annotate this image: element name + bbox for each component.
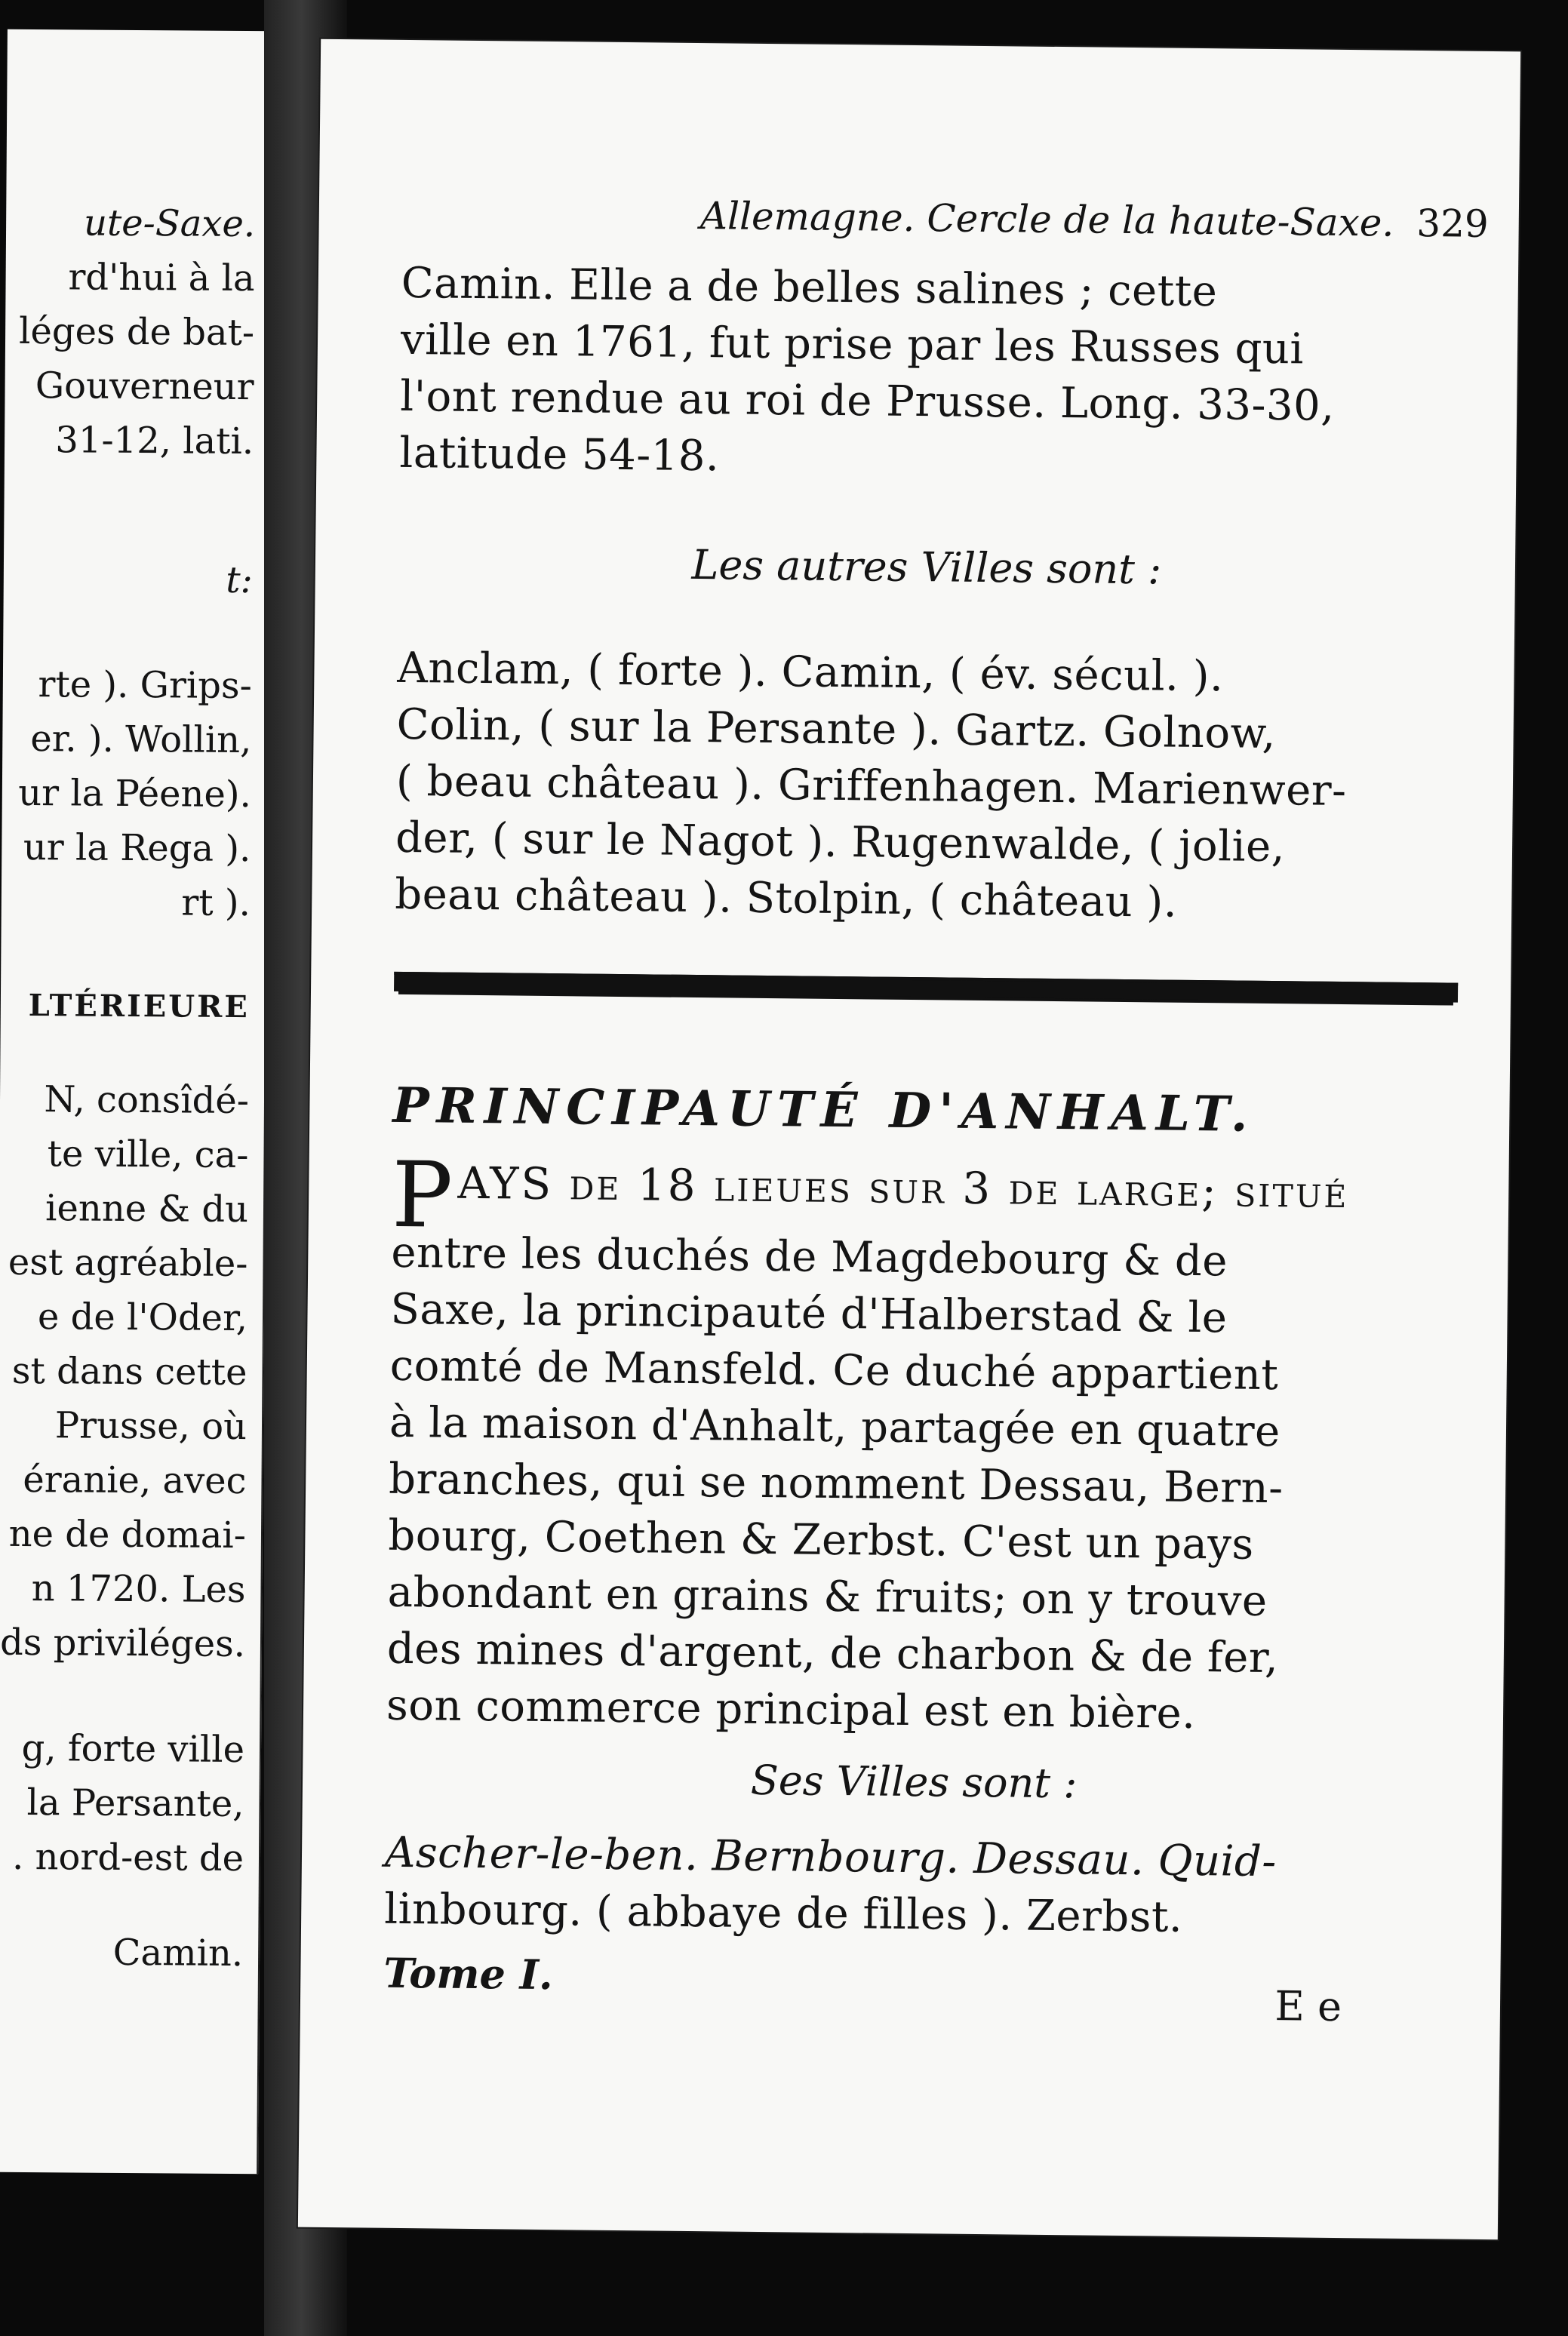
town-line: Colin, ( sur la Persante ). Gartz. Golnow, [396,699,1277,759]
text-line: comté de Mansfeld. Ce duché appartient [389,1341,1279,1400]
left-line: 31-12, lati. [55,419,254,463]
left-line: ur la Rega ). [23,825,251,871]
town-line: ( beau château ). Griffenhagen. Marienwer- [395,756,1347,816]
left-line: st dans cette [11,1349,247,1394]
left-section-title: LTÉRIEURE [28,988,251,1025]
town-line: Ascher-le-ben. Bernbourg. Dessau. Quid- [384,1827,1277,1887]
drop-cap: P [391,1142,454,1249]
left-catchword: Camin. [112,1931,244,1975]
left-line: léges de bat- [18,309,255,355]
left-line: n 1720. Les [31,1567,246,1612]
left-line: est agréable- [8,1240,248,1286]
left-line: éranie, avec [23,1458,247,1503]
first-line-text: AYS de 18 lieues sur 3 de large; situé [457,1157,1349,1219]
text-line: son commerce principal est en bière. [386,1680,1196,1739]
left-line: Gouverneur [35,364,254,409]
section-rule [394,972,1458,1003]
subheading: Ses Villes sont : [750,1756,1078,1808]
text-line: ville en 1761, fut prise par les Russes qui [400,315,1305,374]
left-line: g, forte ville [21,1726,245,1772]
volume-signature: Tome I. [383,1948,554,1999]
running-head [470,192,1490,246]
left-page [0,29,273,2174]
left-line: ienne & du [45,1187,249,1231]
left-line: ne de domai- [8,1512,247,1557]
text-line: abondant en grains & fruits; on y trouve [387,1567,1268,1627]
text-line: Saxe, la principauté d'Halberstad & le [390,1284,1228,1343]
subheading: Les autres Villes sont : [691,540,1162,594]
town-line: der, ( sur le Nagot ). Rugenwalde, ( jolie, [395,813,1286,872]
section-title: PRINCIPAUTÉ D'ANHALT. [392,1077,1256,1143]
text-line: l'ont rendue au roi de Prusse. Long. 33-30, [399,371,1335,431]
text-line: à la maison d'Anhalt, partagée en quatre [389,1397,1281,1457]
right-page [298,39,1520,2239]
running-head-text: Allemagne. Cercle de la haute-Saxe. [699,194,1394,245]
left-line: e de l'Oder, [37,1296,248,1340]
town-line: beau château ). Stolpin, ( château ). [395,869,1178,927]
left-line: rte ). Grips- [38,663,253,708]
left-line: Prusse, où [54,1404,247,1449]
left-line: N, consîdé- [44,1078,250,1123]
left-line: . nord-est de [11,1835,244,1880]
left-line: ds priviléges. [0,1621,246,1666]
text-line: des mines d'argent, de charbon & de fer, [386,1624,1279,1683]
text-line: latitude 54-18. [399,428,720,481]
left-line: er. ). Wollin, [30,718,252,762]
left-line: rd'hui à la [68,256,255,300]
left-subhead: t: [226,558,254,602]
text-line: bourg, Coethen & Zerbst. C'est un pays [388,1511,1255,1569]
left-line: la Persante, [26,1781,244,1826]
left-line: rt ). [181,881,251,925]
town-line: linbourg. ( abbaye de filles ). Zerbst. [383,1884,1183,1942]
left-line: ur la Péene). [18,771,252,816]
page-number: 329 [1416,201,1490,246]
gathering-signature: E e [1274,1982,1342,2031]
text-line: Camin. Elle a de belles salines ; cette [401,258,1218,317]
left-line: te ville, ca- [47,1133,249,1177]
left-running-head: ute-Saxe. [83,201,256,246]
text-line: branches, qui se nomment Dessau, Bern- [388,1454,1284,1514]
text-line: entre les duchés de Magdebourg & de [391,1228,1228,1286]
town-line: Anclam, ( forte ). Camin, ( év. sécul. ). [397,643,1224,702]
page-footer [383,1948,1440,2031]
